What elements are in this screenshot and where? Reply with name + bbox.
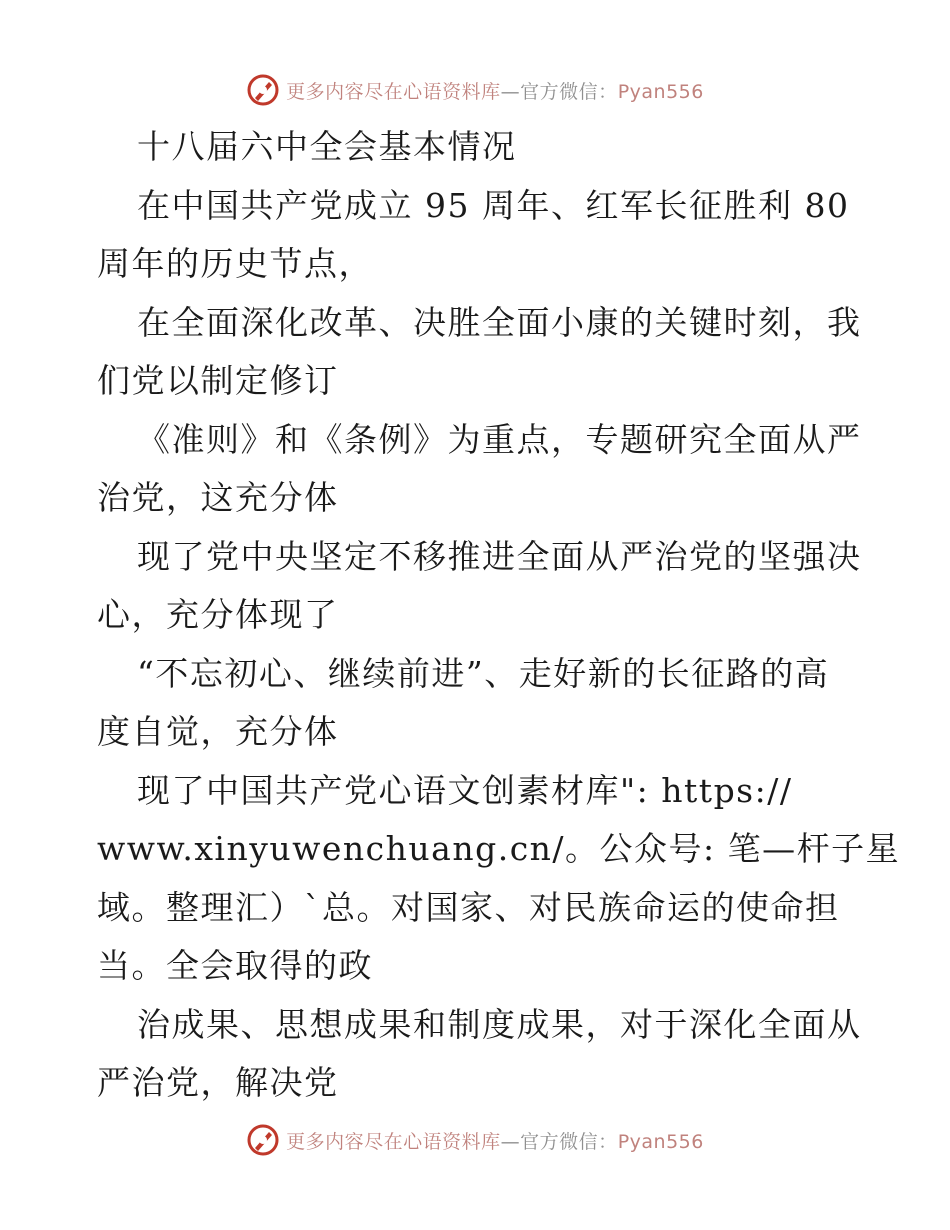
banner-wechat-id: Pyan556 [617, 80, 704, 103]
banner-main-text: 更多内容尽在心语资料库 [286, 80, 501, 103]
banner-dash: — [500, 80, 521, 103]
banner-text [286, 1127, 704, 1154]
text-line: 现了党中央坚定不移推进全面从严治党的坚强决 [137, 536, 862, 576]
banner-wechat-label: 官方微信： [520, 80, 618, 103]
text-line: 在全面深化改革、决胜全面小康的关键时刻，我 [137, 302, 862, 342]
header-watermark-banner [0, 68, 950, 112]
banner-dash: — [500, 1130, 521, 1153]
text-line: 周年的历史节点， [97, 244, 373, 283]
text-line: 域。整理汇）`总。对国家、对民族命运的使命担 [97, 887, 840, 927]
footer-watermark-banner [0, 1118, 950, 1162]
text-line: 现了中国共产党心语文创素材库": https:// [137, 770, 793, 810]
banner-text [286, 77, 704, 104]
text-line: 严治党，解决党 [97, 1063, 339, 1102]
banner-main-text: 更多内容尽在心语资料库 [286, 1130, 501, 1153]
red-seal-pen-icon [246, 73, 280, 107]
text-line: 度自觉，充分体 [97, 712, 339, 751]
red-seal-pen-icon [246, 1123, 280, 1157]
banner-wechat-id: Pyan556 [617, 1130, 704, 1153]
text-line: www.xinyuwenchuang.cn/。公众号: 笔—杆子星 [97, 829, 901, 868]
text-line: 当。全会取得的政 [97, 946, 373, 985]
text-line: “不忘初心、继续前进”、走好新的长征路的高 [137, 653, 830, 693]
document-body [97, 118, 901, 1113]
text-line: 心，充分体现了 [97, 595, 339, 634]
text-line: 们党以制定修订 [97, 361, 339, 400]
text-line: 在中国共产党成立 95 周年、红军长征胜利 80 [137, 185, 850, 225]
banner-wechat-label: 官方微信： [520, 1130, 618, 1153]
text-line: 《准则》和《条例》为重点，专题研究全面从严 [137, 419, 862, 459]
text-line: 十八届六中全会基本情况 [137, 127, 517, 166]
text-line: 治党，这充分体 [97, 478, 339, 517]
text-line: 治成果、思想成果和制度成果，对于深化全面从 [137, 1004, 862, 1044]
